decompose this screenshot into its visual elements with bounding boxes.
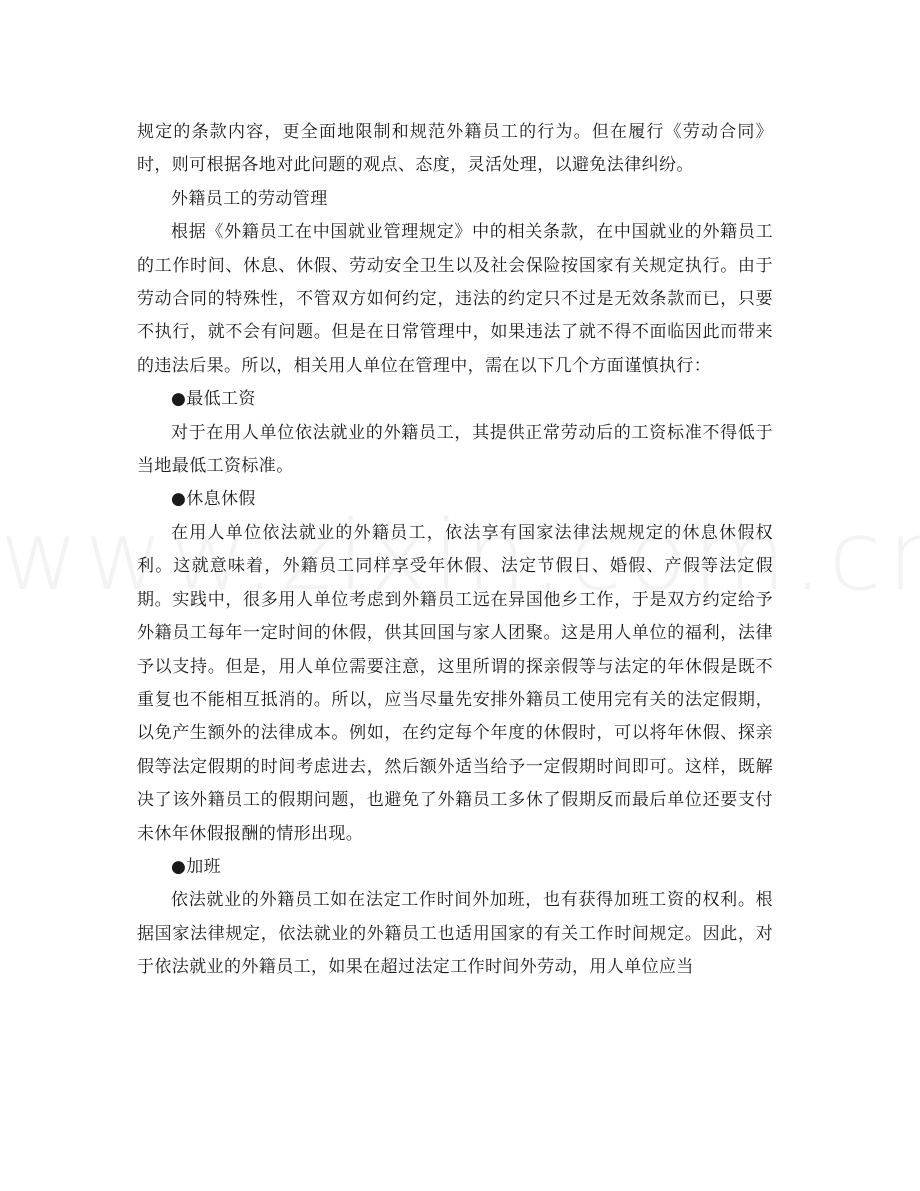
document-page: [137, 116, 773, 985]
bullet-heading-minimum-wage: ●最低工资: [171, 389, 256, 410]
bullet-heading-rest-leave: ●休息休假: [171, 489, 256, 510]
paragraph-overtime: 依法就业的外籍员工如在法定工作时间外加班，也有获得加班工资的权利。根据国家法律规定，依法就业的外籍员工也适用国家的有关工作时间规定。因此，对于依法就业的外籍员工，如果在超过法定工作时间外劳动，用人单位应当: [137, 890, 773, 978]
bullet-heading-overtime: ●加班: [171, 856, 222, 877]
paragraph-minimum-wage: 对于在用人单位依法就业的外籍员工，其提供正常劳动后的工资标准不得低于当地最低工资标准。: [137, 422, 773, 477]
paragraph-rest-leave: 在用人单位依法就业的外籍员工，依法享有国家法律法规规定的休息休假权利。这就意味着，外籍员工同样享受年休假、法定节假日、婚假、产假等法定假期。实践中，很多用人单位考虑到外籍员工远在异国他乡工作，于是双方约定给予外籍员工每年一定时间的休假，供其回国与家人团聚。这是用人单位的福利，法律予以支持。但是，用人单位需要注意，这里所谓的探亲假等与法定的年休假是既不重复也不能相互抵消的。所以，应当尽量先安排外籍员工使用完有关的法定假期，以免产生额外的法律成本。例如，在约定每个年度的休假时，可以将年休假、探亲假等法定假期的时间考虑进去，然后额外适当给予一定假期时间即可。这样，既解决了该外籍员工的假期问题，也避免了外籍员工多休了假期反而最后单位还要支付未休年休假报酬的情形出现。: [137, 522, 773, 844]
section-heading-labor-management: 外籍员工的劳动管理: [171, 188, 328, 209]
paragraph-contract-clause: 规定的条款内容，更全面地限制和规范外籍员工的行为。但在履行《劳动合同》时，则可根据各地对此问题的观点、态度，灵活处理，以避免法律纠纷。: [137, 122, 773, 176]
paragraph-labor-management: 根据《外籍员工在中国就业管理规定》中的相关条款，在中国就业的外籍员工的工作时间、休息、休假、劳动安全卫生以及社会保险按国家有关规定执行。由于劳动合同的特殊性，不管双方如何约定，违法的约定只不过是无效条款而已，只要不执行，就不会有问题。但是在日常管理中，如果违法了就不得不面临因此而带来的违法后果。所以，相关用人单位在管理中，需在以下几个方面谨慎执行：: [137, 222, 773, 376]
